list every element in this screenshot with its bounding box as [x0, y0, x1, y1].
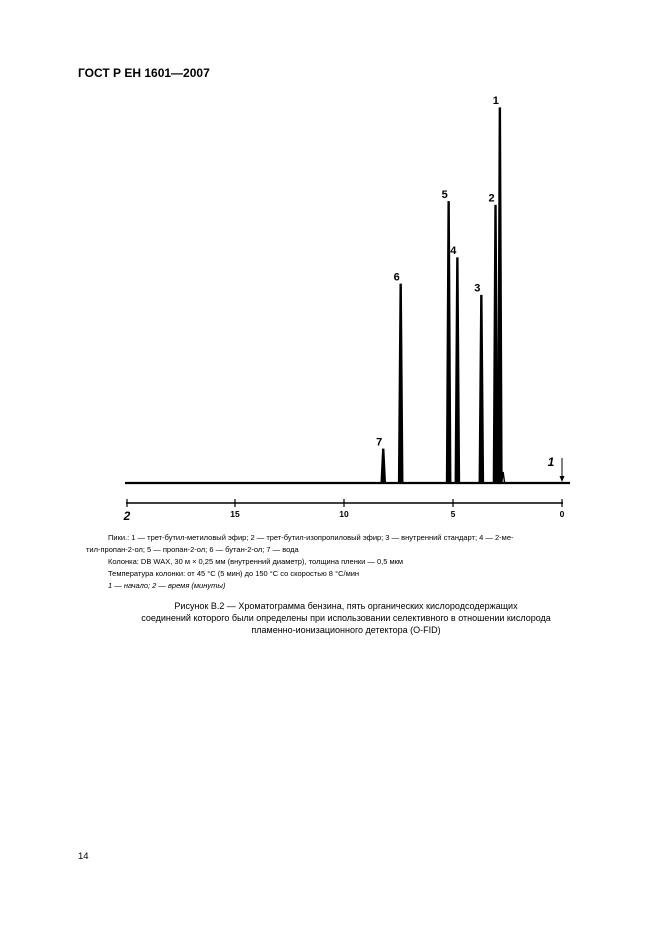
caption-line1: Рисунок В.2 — Хроматограмма бензина, пять органических кислородсодержащих [174, 601, 518, 611]
notes-peaks-line1: Пики.: 1 — трет-бутил-метиловый эфир; 2 — трет-бутил-изопропиловый эфир; 3 — внутренний стандарт; 4 — 2-ме- [108, 533, 514, 542]
peak-1 [498, 108, 502, 483]
peak-label-6: 6 [393, 271, 400, 284]
peak-2 [493, 206, 497, 484]
page-number: 14 [78, 851, 89, 862]
notes-peaks-line2: тил-пропан-2-ол; 5 — пропан-2-ол; 6 — бутан-2-ол; 7 — вода [86, 545, 299, 554]
figure-caption [80, 600, 612, 636]
peak-6 [398, 284, 402, 483]
peak-4 [455, 258, 459, 483]
peak-label-1: 1 [492, 95, 499, 107]
peak-label-2: 2 [488, 192, 495, 205]
peak-3 [479, 296, 483, 484]
peak-label-7: 7 [376, 436, 383, 449]
document-header: ГОСТ Р ЕН 1601—2007 [78, 66, 210, 80]
figure-notes [86, 532, 618, 592]
peak-7 [381, 449, 385, 483]
tick-label-5: 5 [450, 509, 456, 519]
start-marker-arrowhead [560, 476, 565, 482]
peak-label-4: 4 [450, 245, 457, 257]
peak-label-5: 5 [441, 188, 448, 201]
caption-line2: соединений которого были определены при использовании селективного в отношении кислорода [141, 613, 551, 623]
caption-line3: пламенно-ионизационного детектора (O-FID) [251, 625, 441, 635]
tick-label-20: 2 [123, 509, 131, 523]
notes-legend: 1 — начало; 2 — время (минуты) [108, 581, 226, 590]
tick-label-0: 0 [559, 509, 565, 519]
notes-column: Колонка: DB WAX, 30 м × 0,25 мм (внутренний диаметр), толщина пленки — 0,5 мкм [108, 557, 404, 566]
start-marker-label: 1 [547, 455, 555, 469]
notes-temperature: Температура колонки: от 45 °С (5 мин) до 150 °С со скоростью 8 °С/мин [108, 569, 360, 578]
tick-label-15: 15 [230, 509, 240, 519]
peak-label-3: 3 [474, 282, 481, 295]
tick-label-10: 10 [339, 509, 349, 519]
peak-5 [446, 202, 450, 483]
